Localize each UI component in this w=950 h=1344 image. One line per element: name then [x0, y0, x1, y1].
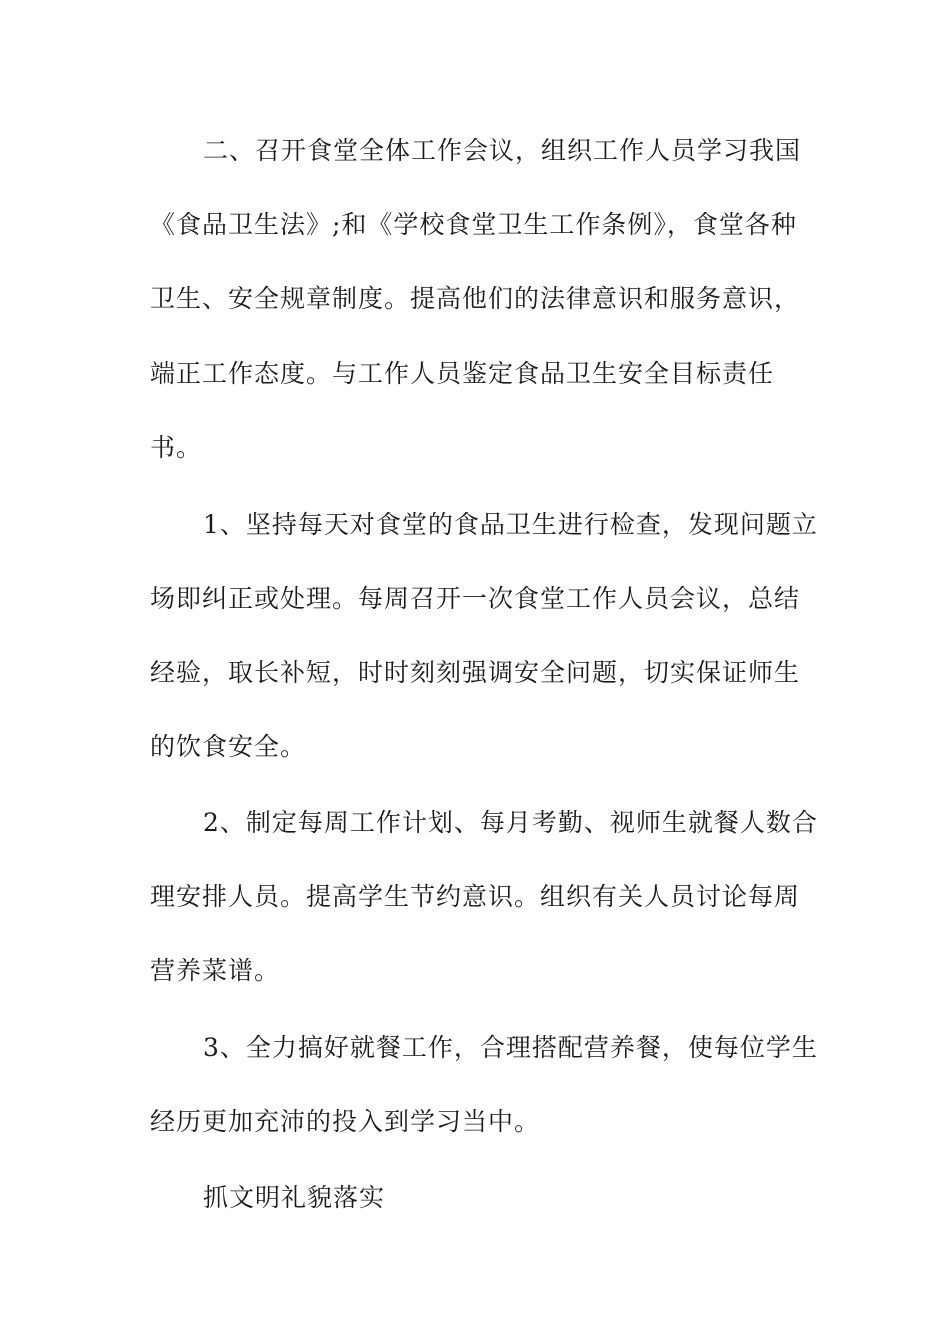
paragraph-line: 的饮食安全。	[150, 732, 307, 761]
paragraph-line: 营养菜谱。	[150, 956, 281, 985]
paragraph-line: 3、全力搞好就餐工作，合理搭配营养餐，使每位学生	[203, 1033, 818, 1062]
paragraph-line: 场即纠正或处理。每周召开一次食堂工作人员会议，总结	[150, 584, 801, 613]
paragraph-line: 经历更加充沛的投入到学习当中。	[150, 1107, 541, 1136]
paragraph-line: 2、制定每周工作计划、每月考勤、视师生就餐人数合	[203, 808, 818, 837]
section-heading: 抓文明礼貌落实	[203, 1183, 386, 1212]
paragraph-line: 端正工作态度。与工作人员鉴定食品卫生安全目标责任	[150, 359, 775, 388]
paragraph-line: 1、坚持每天对食堂的食品卫生进行检查，发现问题立	[203, 510, 818, 539]
paragraph-line: 理安排人员。提高学生节约意识。组织有关人员讨论每周	[150, 882, 801, 911]
paragraph-line: 书。	[150, 433, 203, 462]
paragraph-line: 经验，取长补短，时时刻刻强调安全问题，切实保证师生	[150, 658, 801, 687]
paragraph-line: 卫生、安全规章制度。提高他们的法律意识和服务意识，	[150, 284, 801, 313]
paragraph-line: 《食品卫生法》;和《学校食堂卫生工作条例》，食堂各种	[150, 210, 797, 239]
paragraph-line: 二、召开食堂全体工作会议，组织工作人员学习我国	[203, 136, 802, 165]
